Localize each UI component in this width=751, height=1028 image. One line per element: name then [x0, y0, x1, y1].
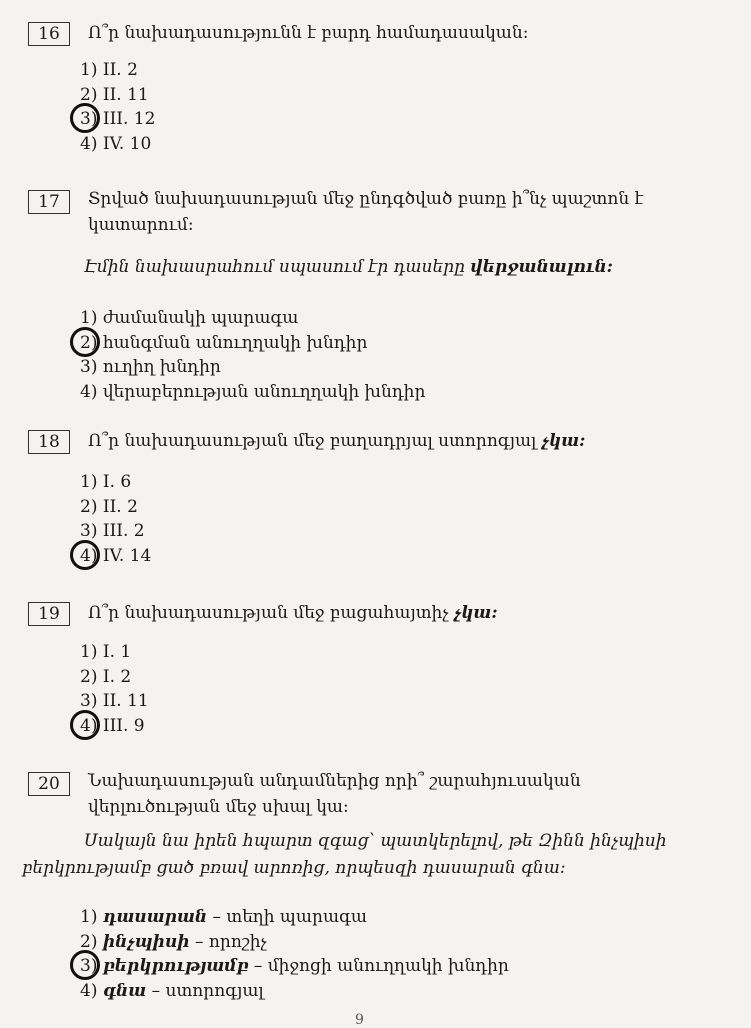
option-term: գնա	[102, 980, 147, 1001]
option-4[interactable]	[80, 979, 509, 1004]
answer-circle	[70, 540, 100, 570]
page-number: 9	[355, 1012, 364, 1028]
answer-circle	[70, 327, 100, 357]
option-3[interactable]: 3) III. 2	[80, 521, 145, 541]
option-3[interactable]	[80, 107, 155, 132]
options-list	[80, 905, 509, 1003]
option-1[interactable]: 1) ժամանակի պարագա	[80, 308, 299, 328]
underlined-word: վերջանալուն:	[470, 257, 613, 277]
option-desc: – որոշիչ	[189, 931, 267, 952]
example-sentence: Սակայն նա իրեն հպարտ զգաց՝ պատկերելով, թե Զինն ինչպիսի բերկրությամբ ցած բռավ արոռից, որպեսզի դասարան գնա:	[22, 831, 667, 878]
option-2[interactable]: 2) I. 2	[80, 666, 132, 687]
question-number: 20	[28, 772, 70, 796]
options-list	[80, 640, 149, 738]
option-number: 2)	[80, 931, 98, 952]
option-label: 2) հանգման անուղղակի խնդիր	[80, 332, 368, 353]
question-text-plain: Ո՞ր նախադասության մեջ բաղադրյալ ստորոգյալ	[88, 431, 542, 451]
option-term: ինչպիսի	[102, 931, 190, 952]
option-1[interactable]	[80, 905, 509, 930]
option-number: 1)	[80, 907, 98, 927]
option-4[interactable]	[80, 714, 149, 739]
answer-circle	[70, 710, 100, 740]
options-list	[80, 470, 151, 568]
question-text	[88, 428, 708, 454]
option-2[interactable]: 2) II. 11	[80, 84, 149, 105]
options-list	[80, 306, 425, 404]
question-number: 19	[28, 602, 70, 626]
question-text: Ո՞ր նախադասությունն է բարդ համադասական:	[88, 23, 529, 43]
option-4[interactable]: 4) IV. 10	[80, 133, 152, 154]
option-label: 3) III. 12	[80, 109, 156, 129]
option-3[interactable]: 3) II. 11	[80, 691, 149, 711]
question-text: Նախադասության անդամներից որի՞ շարահյուսական վերլուծության մեջ սխալ կա:	[88, 771, 581, 817]
option-2[interactable]	[80, 331, 425, 356]
answer-circle	[70, 950, 100, 980]
option-4[interactable]: 4) վերաբերության անուղղակի խնդիր	[80, 381, 426, 402]
option-label: 4) III. 9	[80, 715, 145, 736]
option-2[interactable]	[80, 930, 509, 955]
option-3[interactable]	[80, 954, 509, 979]
example-text: Էմին նախասրահում սպասում էր դասերը	[84, 257, 471, 277]
question-text-bold: չկա:	[541, 431, 586, 451]
option-desc: – միջոցի անուղղակի խնդիր	[248, 956, 509, 976]
question-number: 16	[28, 22, 70, 46]
option-term: դասարան	[102, 907, 208, 927]
option-3[interactable]: 3) ուղիղ խնդիր	[80, 357, 221, 377]
question-number: 17	[28, 190, 70, 214]
options-list	[80, 58, 155, 156]
option-2[interactable]: 2) II. 2	[80, 496, 138, 517]
option-1[interactable]: 1) II. 2	[80, 60, 138, 80]
answer-circle	[70, 103, 100, 133]
option-desc: – ստորոգյալ	[146, 980, 264, 1001]
question-text: Տրված նախադասության մեջ ընդգծված բառը ի՞նչ պաշտոն է կատարում:	[88, 189, 644, 235]
question-text-bold: չկա:	[453, 603, 498, 623]
option-label: 4) IV. 14	[80, 545, 152, 566]
question-text-plain: Ո՞ր նախադասության մեջ բացահայտիչ	[88, 603, 454, 623]
option-number: 4)	[80, 980, 98, 1001]
question-number: 18	[28, 430, 70, 454]
option-1[interactable]: 1) I. 6	[80, 472, 132, 492]
question-text	[88, 600, 708, 626]
option-desc: – տեղի պարագա	[207, 907, 368, 927]
option-4[interactable]	[80, 544, 151, 569]
example-sentence	[84, 254, 613, 281]
option-term: բերկրությամբ	[102, 956, 249, 976]
option-number: 3)	[80, 956, 98, 976]
option-1[interactable]: 1) I. 1	[80, 642, 132, 662]
